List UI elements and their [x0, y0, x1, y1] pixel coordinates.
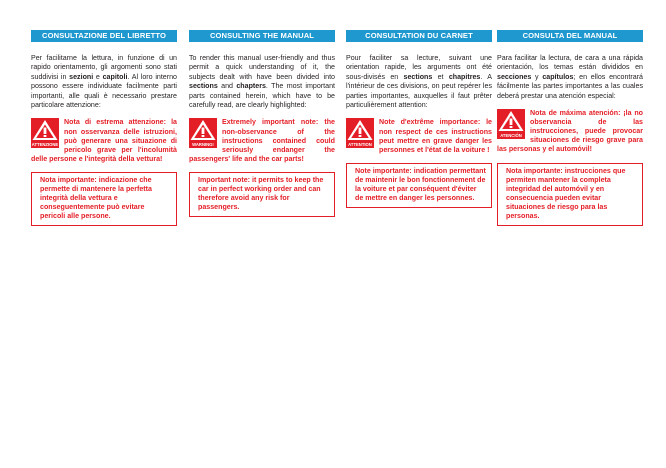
warning-text: Extremely important note: the non-observance of the instructions contained could seriously endanger the passengers' life and the car parts!: [189, 118, 335, 163]
column-english: [189, 30, 335, 217]
warning-block: [346, 118, 492, 154]
important-note-box: Note importante: indication permettant de maintenir le bon fonctionnement de la voiture et par conséquent d'éviter de mettre en danger les personnes.: [346, 163, 492, 208]
section-header: CONSULTAZIONE DEL LIBRETTO: [31, 30, 177, 42]
intro-paragraph: Per facilitarne la lettura, in funzione di un rapido orientamento, gli argomenti sono stati suddivisi in sezioni e capitoli. Al loro interno possono essere individuate facilmente parti importanti, alle quali è necessario prestare particolare attenzione:: [31, 54, 178, 110]
column-italian: [31, 30, 177, 226]
intro-paragraph: Pour faciliter sa lecture, suivant une orientation rapide, les arguments ont été sous-divisés en sections et chapitres. A l'intérieur de ces divisions, on peut repérer les parties importantes, auxquelles il faut prêter particulièrement attention:: [346, 54, 492, 110]
column-spanish: [497, 30, 643, 226]
warning-triangle-icon: [346, 118, 374, 148]
important-note-box: Nota importante: instrucciones que permiten mantener la completa integridad del automóvil y en consecuencia pueden evitar situaciones de riesgo para las personas.: [497, 163, 643, 227]
warning-triangle-icon: [189, 118, 217, 148]
warning-triangle-icon: [497, 109, 525, 139]
warning-label: ATTENTION: [348, 142, 372, 148]
warning-label: WARNING!: [192, 142, 214, 148]
warning-label: ATENCIÓN: [500, 133, 522, 139]
intro-paragraph: To render this manual user-friendly and thus permit a quick understanding of it, the subjects dealt with have been divided into sections and chapters. The most important parts contained herein, which have to be carefully read, are clearly highlighted:: [189, 54, 336, 110]
important-note-box: Nota importante: indicazione che permette di mantenere la perfetta integrità della vettura e conseguentemente può evitare pericoli alle persone.: [31, 172, 177, 226]
warning-text: Note d'extrême importance: le non respect de ces instructions peut mettre en grave danger les personnes et l'état de la voiture !: [379, 118, 492, 154]
section-header: CONSULTING THE MANUAL: [189, 30, 335, 42]
warning-triangle-icon: [31, 118, 59, 148]
intro-paragraph: Para facilitar la lectura, de cara a una rápida orientación, los temas están divididos en secciones y capítulos; en ellos encontrará fácilmente las partes importantes a las cuales deberá prestar una atención especial:: [497, 54, 643, 100]
warning-block: [189, 118, 335, 163]
important-note-box: Important note: it permits to keep the car in perfect working order and can therefore avoid any risk for passengers.: [189, 172, 335, 217]
section-header: CONSULTATION DU CARNET: [346, 30, 492, 42]
warning-block: [497, 109, 643, 154]
warning-text: Nota di estrema attenzione: la non osservanza delle istruzioni, può generare una situazione di pericolo grave per l'incolumità delle persone e l'integrità della vettura!: [31, 118, 177, 163]
column-french: [346, 30, 492, 208]
section-header: CONSULTA DEL MANUAL: [497, 30, 643, 42]
warning-text: Nota de máxima atención: ¡la no observancia de las instrucciones, puede provocar situaciones de riesgo grave para las personas y el automóvil!: [497, 109, 643, 154]
warning-block: [31, 118, 177, 163]
warning-label: ATTENZIONE: [31, 142, 59, 148]
